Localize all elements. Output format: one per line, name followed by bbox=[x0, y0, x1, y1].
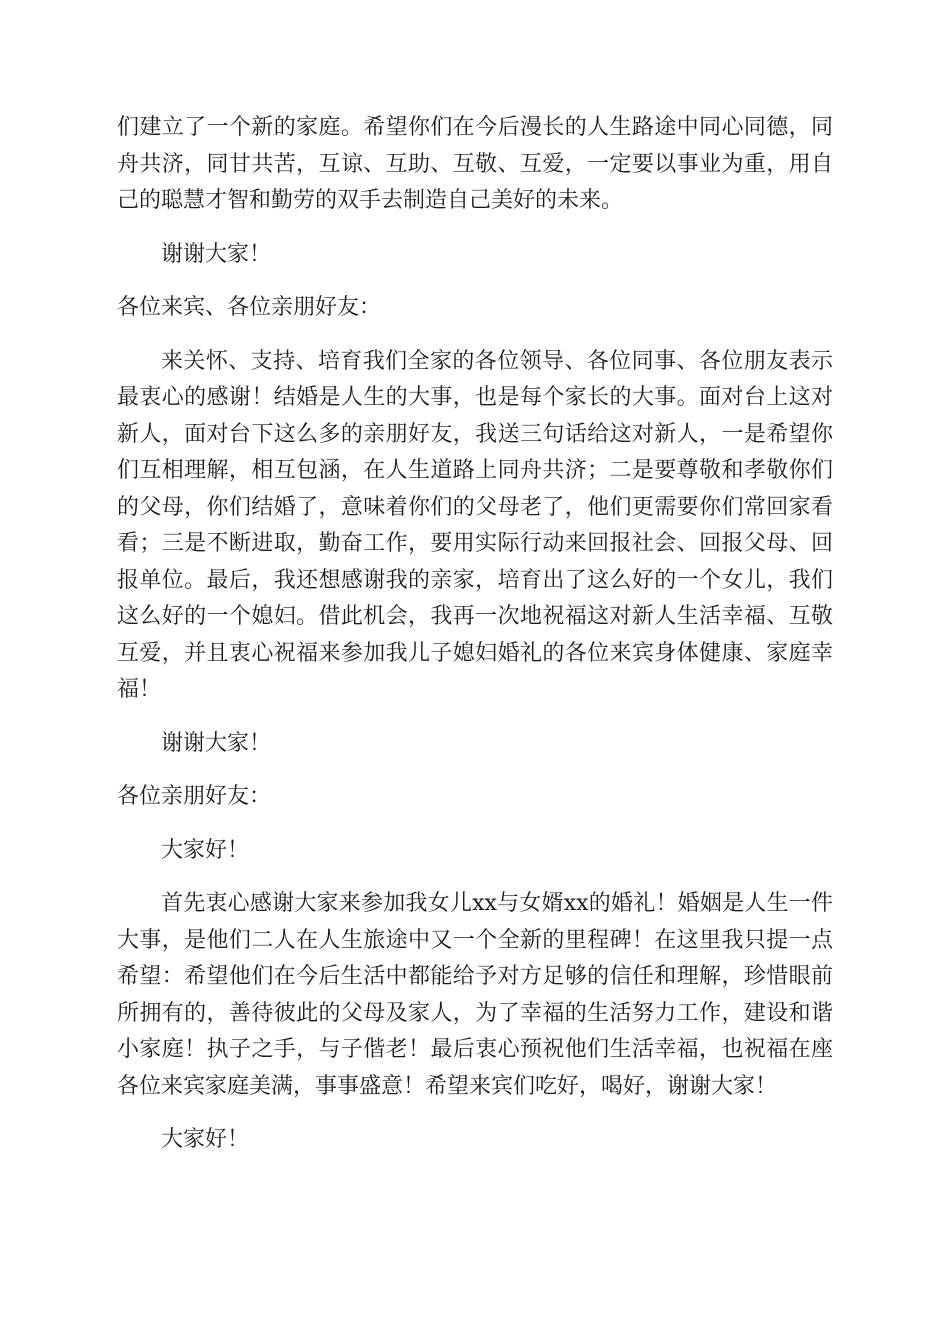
paragraph-greeting-guests: 各位来宾、各位亲朋好友： bbox=[117, 295, 382, 320]
document-page bbox=[117, 110, 833, 1176]
paragraph-continued-blessing: 们建立了一个新的家庭。希望你们在今后漫长的人生路途中同心同德，同舟共济，同甘共苦，互谅、互助、互敬、互爱，一定要以事业为重，用自己的聪慧才智和勤劳的双手去制造自己美好的未来。 bbox=[117, 115, 833, 213]
paragraph-hello-1: 大家好！ bbox=[161, 837, 250, 863]
paragraph-speech-body-2: 首先衷心感谢大家来参加我女儿xx与女婿xx的婚礼！婚姻是人生一件大事，是他们二人在人生旅途中又一个全新的里程碑！在这里我只提一点希望：希望他们在今后生活中都能给予对方足够的信任和理解，珍惜眼前所拥有的，善待彼此的父母及家人，为了幸福的生活努力工作，建设和谐小家庭！执子之手，与子偕老！最后衷心预祝他们生活幸福，也祝福在座各位来宾家庭美满，事事盛意！希望来宾们吃好，喝好，谢谢大家！ bbox=[117, 891, 833, 1099]
paragraph-speech-body-1: 来关怀、支持、培育我们全家的各位领导、各位同事、各位朋友表示最衷心的感谢！结婚是人生的大事，也是每个家长的大事。面对台上这对新人，面对台下这么多的亲朋好友，我送三句话给这对新人，一是希望你们互相理解，相互包涵，在人生道路上同舟共济；二是要尊敬和孝敬你们的父母，你们结婚了，意味着你们的父母老了，他们更需要你们常回家看看；三是不断进取，勤奋工作，要用实际行动来回报社会、回报父母、回报单位。最后，我还想感谢我的亲家，培育出了这么好的一个女儿，我们这么好的一个媳妇。借此机会，我再一次地祝福这对新人生活幸福、互敬互爱，并且衷心祝福来参加我儿子媳妇婚礼的各位来宾身体健康、家庭幸福！ bbox=[117, 348, 833, 702]
paragraph-thanks-2: 谢谢大家！ bbox=[161, 730, 272, 756]
paragraph-hello-2: 大家好！ bbox=[161, 1127, 250, 1152]
paragraph-thanks-1: 谢谢大家！ bbox=[161, 241, 272, 267]
paragraph-greeting-friends: 各位亲朋好友： bbox=[117, 784, 272, 809]
